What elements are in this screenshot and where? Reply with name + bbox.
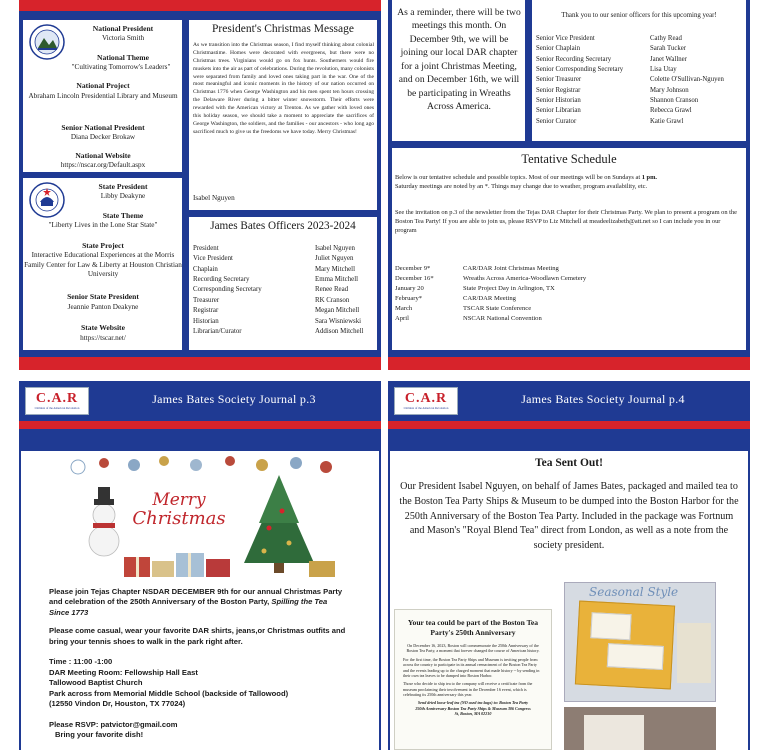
invitation-location-2: Tallowood Baptist Church xyxy=(49,678,143,688)
address-label xyxy=(607,643,664,670)
state-president-name: Libby Deakyne xyxy=(100,192,146,200)
state-info-box xyxy=(21,176,184,352)
officer-role: Chaplain xyxy=(193,265,218,273)
senior-officer-name: Rebecca Grawl xyxy=(650,107,692,115)
officers-title: James Bates Officers 2023-2024 xyxy=(210,220,356,232)
schedule-list xyxy=(395,264,735,324)
schedule-box xyxy=(390,146,748,352)
senior-officer-name: Lisa Utay xyxy=(650,65,677,73)
schedule-intro-1: Below is our tentative schedule and possible topics. Most of our meetings will be on Sundays at xyxy=(395,174,641,181)
merry-christmas-script xyxy=(119,492,239,529)
car-logo-text: C.A.R xyxy=(35,391,79,406)
red-band-bottom xyxy=(19,357,381,370)
car-logo-text: C.A.R xyxy=(404,391,448,406)
package-photo xyxy=(564,582,716,702)
national-website-link[interactable]: https://nscar.org/Default.aspx xyxy=(60,161,146,169)
flyer-paragraph-2: For the first time, the Boston Tea Party Ships and Museum is inviting people from across the country to participate in its annual reenactment of the Boston Tea Party and the events leading up to the charged moment that made history -- by sending in their own tea leaves to be dumped into Boston Harbor. xyxy=(403,657,540,679)
senior-officer-role: Senior Vice President xyxy=(536,35,595,42)
senior-officer-role: Senior Librarian xyxy=(536,107,581,115)
schedule-item-row xyxy=(395,304,735,314)
page-3-header: James Bates Society Journal p.3 xyxy=(152,392,316,406)
officer-row xyxy=(193,306,375,316)
officer-name: Sara Wisniewski xyxy=(315,317,362,325)
officer-role: Treasurer xyxy=(193,296,220,304)
schedule-item-date: March xyxy=(395,305,413,313)
senior-officer-row xyxy=(536,117,746,127)
senior-national-president: Diana Decker Brokaw xyxy=(70,133,136,141)
invitation-location-1: DAR Meeting Room: Fellowship Hall East xyxy=(49,667,198,677)
senior-officer-role: Senior Chaplain xyxy=(536,45,580,53)
senior-officer-row xyxy=(536,86,746,96)
invitation-rsvp[interactable]: Please RSVP: patvictor@gmail.com xyxy=(49,719,178,729)
schedule-invite: See the invitation on p.3 of the newsletter from the Tejas DAR Chapter for their Christmas Party. We plan to present a program on the Boston Tea Party! If you are able to join us, please RSVP to Liz Mitchell at meadeelizabeth@att.net so I can include you in our program xyxy=(395,209,737,234)
schedule-item-row xyxy=(395,314,735,324)
state-project-label: State Project xyxy=(82,241,124,250)
senior-officer-row xyxy=(536,75,746,85)
officer-row xyxy=(193,317,375,327)
tea-body: Our President Isabel Nguyen, on behalf of James Bates, packaged and mailed tea to the Boston Tea Party Ships & Museum to be dumped into the Boston Harbor for the 250th Anniversary of the Boston Tea Party. Included in the package was Fortnum and Mason's "Royal Blend Tea" direct from London, as well as a note from the society president. xyxy=(399,481,739,552)
national-president-name: Victoria Smith xyxy=(101,34,145,42)
schedule-item-row xyxy=(395,274,735,284)
schedule-intro-2: Saturday meetings are noted by an *. Things may change due to weather, program availability, etc. xyxy=(395,182,648,190)
senior-officer-role: Senior Registrar xyxy=(536,86,581,94)
schedule-intro-time: 1 pm. xyxy=(641,174,658,181)
mailer-envelope xyxy=(575,601,675,690)
senior-officer-name: Colette O'Sullivan-Nguyen xyxy=(650,76,724,84)
schedule-item-event: NSCAR National Convention xyxy=(463,315,542,323)
christmas-message-title: President's Christmas Message xyxy=(212,23,354,35)
national-project-label: National Project xyxy=(76,81,130,90)
tea-title: Tea Sent Out! xyxy=(535,457,603,469)
snowman-icon xyxy=(89,487,119,556)
officer-name: Emma Mitchell xyxy=(315,276,359,284)
flyer-paragraph-4: Send dried loose-leaf tea (NO used tea bags) to: Boston Tea Party 250th Anniversary Boston Tea Party Ships & Museum 306 Congress St, Boston, MA 02210 xyxy=(415,700,531,716)
state-website-label: State Website xyxy=(81,323,125,332)
officer-name: Isabel Nguyen xyxy=(315,245,355,252)
christmas-tree-icon xyxy=(244,475,314,573)
senior-officer-name: Sarah Tucker xyxy=(650,45,687,53)
christmas-text: Christmas xyxy=(132,507,226,529)
car-logo xyxy=(25,387,89,415)
page-4 xyxy=(388,381,750,750)
reminder-box xyxy=(390,0,527,143)
schedule-item-date: April xyxy=(395,315,409,323)
senior-officer-name: Mary Johnson xyxy=(650,86,689,94)
senior-officer-role: Senior Recording Secretary xyxy=(536,55,612,63)
officer-row xyxy=(193,254,375,264)
snowflake-icon xyxy=(71,456,332,474)
senior-state-president: Jeannie Panton Deakyne xyxy=(67,303,139,311)
christmas-message-signature: Isabel Nguyen xyxy=(193,194,235,202)
senior-officer-row xyxy=(536,44,746,54)
state-website-link[interactable]: https://tscar.net/ xyxy=(80,334,126,342)
christmas-message-box xyxy=(187,18,379,212)
senior-officer-role: Senior Curator xyxy=(536,117,577,125)
state-president-label: State President xyxy=(98,182,148,191)
senior-officer-name: Cathy Read xyxy=(650,35,682,42)
officer-role: Registrar xyxy=(193,307,219,315)
senior-officers-thanks: Thank you to our senior officers for this upcoming year! xyxy=(561,12,717,19)
invitation-paragraph-2: Please come casual, wear your favorite DAR shirts, jeans,or Christmas outfits and bring your tennis shoes to walk in the park right after. xyxy=(49,626,346,646)
schedule-item-event: Wreaths Across America-Woodlawn Cemetery xyxy=(463,275,587,283)
officer-role: Recording Secretary xyxy=(193,276,250,284)
senior-officer-row xyxy=(536,106,746,116)
shipping-label xyxy=(590,612,631,640)
schedule-item-row xyxy=(395,284,735,294)
page-3 xyxy=(19,381,381,750)
senior-officer-row xyxy=(536,96,746,106)
officer-name: RK Cranson xyxy=(315,296,350,304)
schedule-item-event: CAR/DAR Joint Christmas Meeting xyxy=(463,265,559,272)
state-project: Interactive Educational Experiences at the Morris Family Center for Law & Liberty at Houston Christian University xyxy=(24,251,182,279)
page-2 xyxy=(388,0,750,370)
schedule-item-event: State Project Day in Arlington, TX xyxy=(463,285,555,293)
schedule-item-event: TSCAR State Conference xyxy=(463,305,532,313)
officer-role: Vice President xyxy=(193,255,233,263)
officer-role: President xyxy=(193,245,219,252)
officers-box xyxy=(187,215,379,352)
senior-officer-role: Senior Historian xyxy=(536,96,581,104)
tea-tin xyxy=(677,623,711,683)
senior-officers-list xyxy=(536,34,746,127)
invitation-location-4: (12550 Vindon Dr, Houston, TX 77024) xyxy=(49,699,186,709)
flyer-paragraph-3: Those who decide to ship tea to the company will receive a certificate from the museum proclaiming their involvement in the December 16 event, which is celebrating its 250th anniversary this year. xyxy=(403,681,533,697)
invitation-time: Time : 11:00 -1:00 xyxy=(49,657,113,667)
senior-officer-name: Janet Wallner xyxy=(650,55,687,63)
navy-band xyxy=(19,429,381,451)
officer-row xyxy=(193,275,375,285)
schedule-intro xyxy=(395,174,745,192)
flyer-title: Your tea could be part of the Boston Tea Party's 250th Anniversary xyxy=(407,618,539,638)
officer-name: Renee Read xyxy=(315,286,349,294)
magazine-text: Seasonal Style xyxy=(589,585,679,599)
schedule-item-date: December 16* xyxy=(395,275,434,283)
navy-band xyxy=(388,429,750,451)
page-1 xyxy=(19,0,381,370)
officer-row xyxy=(193,285,375,295)
officer-name: Megan Mitchell xyxy=(315,307,360,315)
page-4-header: James Bates Society Journal p.4 xyxy=(521,392,685,406)
senior-officer-row xyxy=(536,65,746,75)
flyer-paragraph-1: On December 16, 2023, Boston will commemorate the 250th Anniversary of the Boston Tea Party, a moment that forever changed the course of American history. xyxy=(406,642,540,653)
schedule-title: Tentative Schedule xyxy=(521,152,617,166)
senior-officer-row xyxy=(536,55,746,65)
senior-officer-name: Shannon Cranson xyxy=(650,96,699,104)
nscar-seal-icon xyxy=(29,24,65,60)
senior-officer-row xyxy=(536,34,746,44)
note-card xyxy=(584,715,644,750)
car-logo xyxy=(394,387,458,415)
state-theme-label: State Theme xyxy=(102,211,144,220)
car-logo-subtext: Children of the American Revolution xyxy=(34,406,80,410)
officer-name: Addison Mitchell xyxy=(315,327,364,335)
tea-flyer xyxy=(394,609,552,750)
national-project: Abraham Lincoln Presidential Library and Museum xyxy=(28,92,178,100)
officer-role: Librarian/Curator xyxy=(193,327,242,335)
national-theme: "Cultivating Tomorrow's Leaders" xyxy=(71,63,171,71)
red-band xyxy=(19,421,381,429)
senior-state-president-label: Senior State President xyxy=(67,292,139,301)
second-photo xyxy=(564,707,716,750)
invitation-line-1: Please join Tejas Chapter NSDAR DECEMBER 9th for our annual Christmas Party and celebration of the 250th Anniversary of the Boston Party, xyxy=(49,587,343,607)
officer-role: Corresponding Secretary xyxy=(193,286,262,294)
national-president-label: National President xyxy=(92,24,154,33)
national-info-box xyxy=(21,18,184,174)
officers-list xyxy=(193,244,375,337)
officer-name: Mary Mitchell xyxy=(315,265,355,273)
invitation-paragraph-1 xyxy=(49,587,349,618)
invitation-tagline: Spilling the Tea Since 1773 xyxy=(49,597,328,617)
reminder-text: As a reminder, there will be two meetings this month. On December 9th, we will be joining our local DAR chapter for a joint Christmas Meeting, and on December 16th, we will be participating in Wreaths Across America. xyxy=(397,7,521,112)
invitation-location-3: Park across from Memorial Middle School (backside of Tallowood) xyxy=(49,688,289,698)
officer-name: Juliet Nguyen xyxy=(315,255,354,263)
national-website-label: National Website xyxy=(75,151,131,160)
schedule-item-row xyxy=(395,294,735,304)
senior-officer-role: Senior Treasurer xyxy=(536,76,582,84)
merry-text: Merry xyxy=(152,490,206,510)
car-logo-subtext: Children of the American Revolution xyxy=(403,406,449,410)
senior-officers-box xyxy=(530,0,748,143)
schedule-item-row xyxy=(395,264,735,274)
national-theme-label: National Theme xyxy=(97,53,149,62)
red-band xyxy=(388,421,750,429)
officer-row xyxy=(193,296,375,306)
schedule-item-date: January 20 xyxy=(395,285,424,293)
senior-officer-role: Senior Corresponding Secretary xyxy=(536,65,624,73)
invitation-dish: Bring your favorite dish! xyxy=(55,730,144,740)
officer-row xyxy=(193,327,375,337)
officer-row xyxy=(193,244,375,254)
schedule-item-event: CAR/DAR Meeting xyxy=(463,295,516,303)
invitation-text xyxy=(49,587,349,741)
red-band-top xyxy=(19,0,381,11)
officer-row xyxy=(193,265,375,275)
state-theme: "Liberty Lives in the Lone Star State" xyxy=(48,221,158,229)
senior-national-president-label: Senior National President xyxy=(61,123,145,132)
senior-officer-name: Katie Grawl xyxy=(650,117,684,125)
red-band-bottom xyxy=(388,357,750,370)
tscar-seal-icon xyxy=(29,182,65,218)
christmas-message-body: As we transition into the Christmas season, I find myself thinking about colonial Christmastime. Homes were decorated with evergreens, but there were no Christmas trees. Virginians would go on fox hunts. Southerners would fire muskets into the air as part of celebrations. During the revolution, many colonists were separated from family and loved ones taking part in the war. One of the most meaningful and iconic moments in the history of our nation occurred on Christmas 1776 when George Washington and his men spent ten hours crossing the Delaware River during a bitter winter snowstorm. Their efforts were rewarded with the American victory at Trenton. As we gather with loved ones this holiday season, we should take a moment to appreciate the sacrifices of George Washington, the soldiers, and the families - our ancestors - who long ago sacrificed much to give us the freedoms we have today. Merry Christmas! xyxy=(193,42,374,135)
schedule-item-date: February* xyxy=(395,295,423,303)
schedule-item-date: December 9* xyxy=(395,265,431,272)
officer-role: Historian xyxy=(193,317,219,325)
